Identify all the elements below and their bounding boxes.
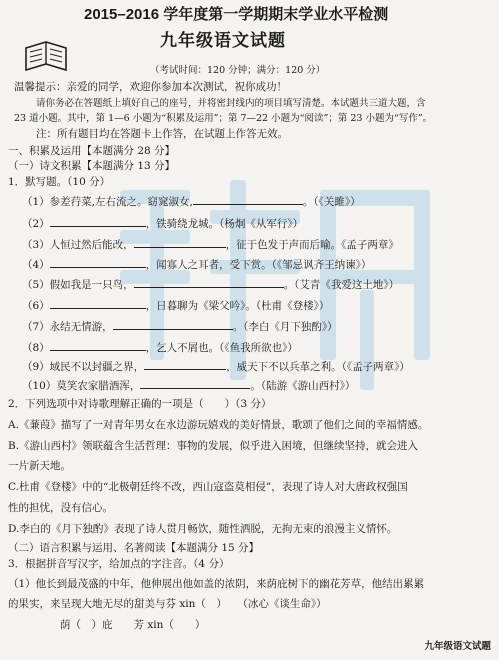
dictation-item-4: （4） ，闻寡人之耳者，受下赏。（《邹忌讽齐王纳谏》）: [22, 259, 372, 271]
page-title: 九年级语文试题: [160, 31, 286, 51]
section1-sub2: （二）语言积累与运用、名著阅读【本题满分 15 分】: [8, 542, 260, 554]
answer-blank[interactable]: [50, 216, 146, 227]
section1-heading: 一、积累及运用【本题满分 28 分】: [8, 145, 176, 157]
option-c-cont: 性的担忧，没有信心。: [8, 502, 113, 514]
exam-meta: （考试时间：120 分钟；满分：120 分）: [150, 65, 326, 76]
answer-blank[interactable]: [144, 359, 226, 370]
tip-line3: 23 道小题。其中，第 1—6 小题为“积累及运用”；第 7—22 小题为“阅读”；第 23 小题为“写作”。: [14, 113, 433, 124]
question-3: 3．根据拼音写汉字，给加点的字注音。（4 分）: [8, 558, 230, 570]
dictation-item-3: （3）人恒过然后能改， ，征于色发于声而后喻。《孟子两章》: [22, 239, 399, 251]
dictation-item-10: （10）莫笑农家腊酒浑， 。（陆游《游山西村》）: [22, 380, 356, 392]
option-c: C.杜甫《登楼》中的“北极朝廷终不改，西山寇盗莫相侵”，表现了诗人对大唐政权强国: [8, 481, 408, 493]
question-1: 1．默写题。（10 分）: [8, 176, 111, 188]
question-3-answers: 荫（ ）庇 芳 xin（ ）: [60, 619, 206, 631]
book-icon: [22, 40, 70, 76]
section1-sub1: （一）诗文积累【本题满分 13 分】: [8, 160, 176, 172]
answer-blank[interactable]: [50, 298, 146, 309]
dictation-item-7: （7）永结无情游， 。（李白《月下独酌》）: [22, 321, 338, 333]
option-b: B.《游山西村》领联蕴含生活哲理：事物的发展，似乎进入困境，但继续坚持，就会进入: [8, 440, 419, 452]
answer-blank[interactable]: [50, 340, 146, 351]
option-a: A.《蒹葭》描写了一对青年男女在水边游玩嬉戏的美好情景，歌颂了他们之间的幸福情感。: [8, 419, 429, 431]
answer-blank[interactable]: [113, 319, 233, 330]
question-2: 2．下列选项中对诗歌理解正确的一项是（ ）（3 分）: [8, 398, 272, 410]
option-b-cont: 一片新天地。: [8, 460, 71, 472]
dictation-item-9: （9）域民不以封疆之界， ，威天下不以兵革之利。（《孟子两章》）: [22, 361, 410, 373]
tip-note: 注：所有题目均在答题卡上作答，在试题上作答无效。: [36, 128, 288, 140]
dictation-item-5: （5）假如我是一只鸟， 。（艾青《我爱这土地》）: [22, 279, 400, 291]
answer-blank[interactable]: [140, 378, 250, 389]
tip-line1: 温馨提示：亲爱的同学，欢迎你参加本次测试，祝你成功！: [14, 81, 287, 93]
answer-blank[interactable]: [134, 237, 226, 248]
answer-blank[interactable]: [193, 194, 303, 205]
question-3-text-cont: 的果实，来呈现大地无尽的甜美与芬 xin（ ） （冰心《谈生命》）: [8, 598, 327, 610]
tip-line2: 请你务必在答题纸上填好自己的座号，并将密封线内的项目填写清楚。本试题共三道大题，含: [36, 98, 426, 109]
dictation-item-6: （6） ，日暮聊为《梁父吟》。（杜甫《登楼》）: [22, 300, 330, 312]
dictation-item-2: （2） ，铁骑绕龙城。（杨炯《从军行》）: [22, 218, 304, 230]
page-footer: 九年级语文试题: [424, 641, 491, 652]
option-d: D.李白的《月下独酌》表现了诗人贯月畅饮，随性洒脱，无拘无束的浪漫主义情怀。: [8, 523, 398, 535]
answer-blank[interactable]: [134, 277, 284, 288]
dictation-item-1: （1）参差荇菜,左右流之。窈窕淑女, 。（《关雎》）: [22, 196, 361, 208]
answer-blank[interactable]: [50, 257, 146, 268]
header-line1: 2015–2016 学年度第一学期期末学业水平检测: [84, 6, 389, 23]
question-3-text: （1）他长到最茂盛的中年，他伸展出他如盖的浓阴，来荫庇树下的幽花芳草，他结出累累: [8, 578, 425, 590]
dictation-item-8: （8） ，乞人不屑也。（《鱼我所欲也》）: [22, 342, 298, 354]
